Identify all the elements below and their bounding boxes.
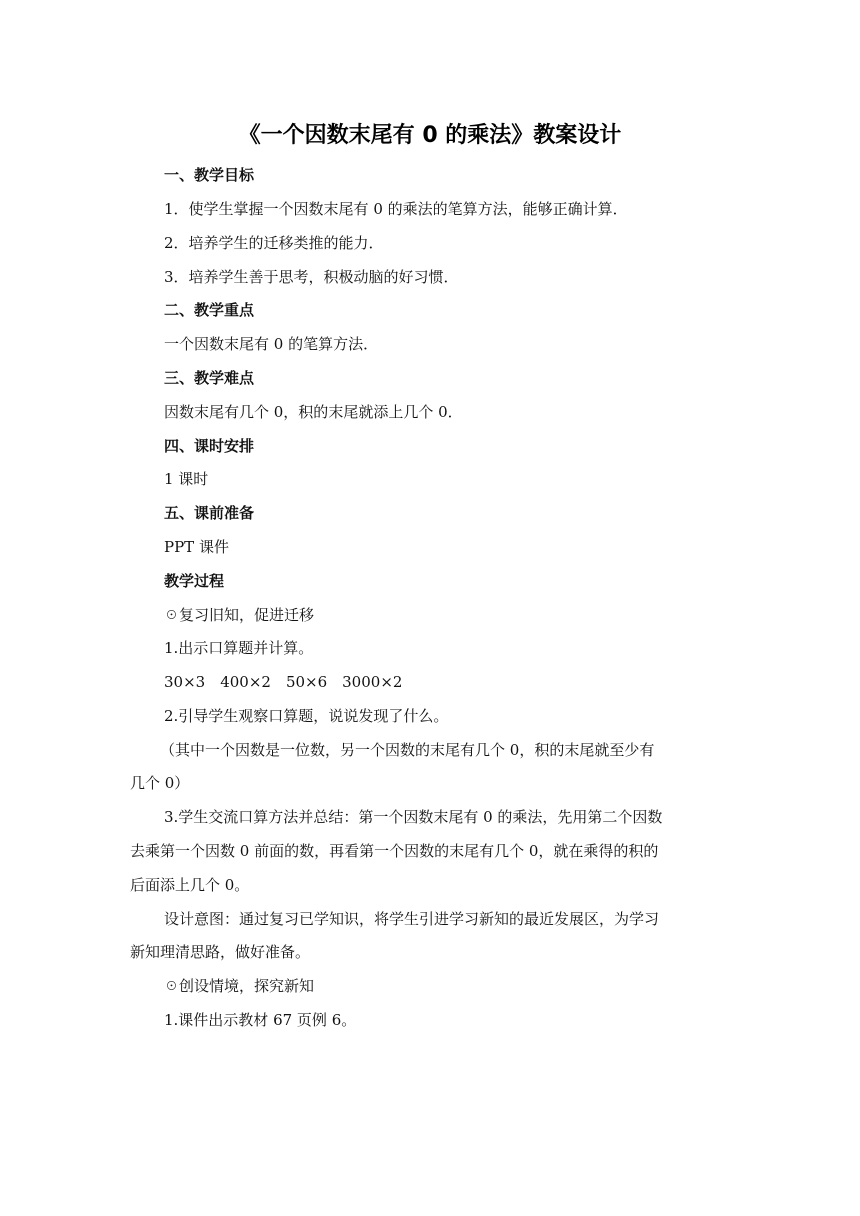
section-heading-schedule: 四、课时安排 xyxy=(164,437,255,455)
preparation-text: PPT 课件 xyxy=(164,538,229,556)
part-heading-review: ☉复习旧知，促进迁移 xyxy=(164,606,315,624)
paragraph-line: 去乘第一个因数 0 前面的数，再看第一个因数的末尾有几个 0，就在乘得的积的 xyxy=(130,842,659,860)
paragraph: 1.出示口算题并计算。 xyxy=(164,639,314,657)
paragraph-line: 新知理清思路，做好准备。 xyxy=(130,943,311,961)
part-heading-explore: ☉创设情境，探究新知 xyxy=(164,977,315,995)
document-title: 《一个因数末尾有 0 的乘法》教案设计 xyxy=(238,123,622,148)
schedule-text: 1 课时 xyxy=(164,470,209,488)
objective-item: 1．使学生掌握一个因数末尾有 0 的乘法的笔算方法，能够正确计算． xyxy=(164,200,628,218)
paragraph: 2.引导学生观察口算题，说说发现了什么。 xyxy=(164,707,449,725)
section-heading-key-points: 二、教学重点 xyxy=(164,301,255,319)
paragraph-line: 后面添上几个 0。 xyxy=(130,876,250,894)
paragraph-line: 3.学生交流口算方法并总结：第一个因数末尾有 0 的乘法，先用第二个因数 xyxy=(164,808,663,826)
math-expressions: 30×3 400×2 50×6 3000×2 xyxy=(164,673,403,691)
objective-item: 3．培养学生善于思考，积极动脑的好习惯． xyxy=(164,268,459,286)
paragraph-line: 设计意图：通过复习已学知识，将学生引进学习新知的最近发展区，为学习 xyxy=(164,910,660,928)
paragraph-line: （其中一个因数是一位数，另一个因数的末尾有几个 0，积的末尾就至少有 xyxy=(160,741,655,759)
key-points-text: 一个因数末尾有 0 的笔算方法． xyxy=(164,335,379,353)
difficulties-text: 因数末尾有几个 0，积的末尾就添上几个 0． xyxy=(164,403,463,421)
paragraph: 1.课件出示教材 67 页例 6。 xyxy=(164,1011,357,1029)
section-heading-process: 教学过程 xyxy=(164,572,225,590)
objective-item: 2．培养学生的迁移类推的能力． xyxy=(164,234,384,252)
section-heading-difficulties: 三、教学难点 xyxy=(164,369,255,387)
section-heading-objectives: 一、教学目标 xyxy=(164,166,255,184)
paragraph-line: 几个 0） xyxy=(130,774,190,792)
section-heading-preparation: 五、课前准备 xyxy=(164,504,255,522)
